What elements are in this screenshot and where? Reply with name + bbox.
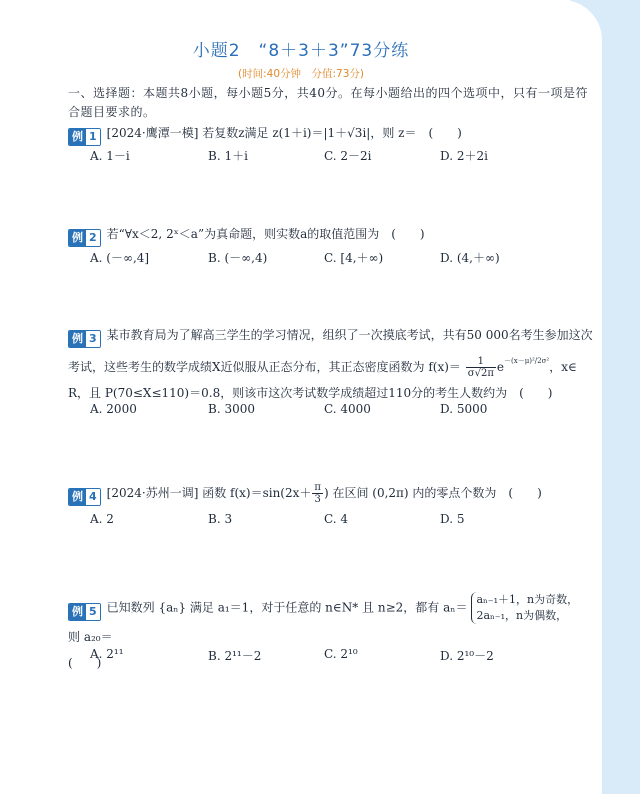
page-edge-decoration (600, 0, 640, 794)
option-a[interactable]: A. 2 (90, 512, 114, 526)
density-fraction: $\frac{1}{\sigma√2\pi}$ (467, 356, 494, 379)
question-label: 例 4 (68, 488, 101, 506)
density-exponent: －(x－μ)²/2σ² (504, 357, 550, 365)
option-c[interactable]: C. 4 (324, 512, 349, 526)
option-b[interactable]: B. 3000 (208, 402, 255, 416)
question-stem: 已知数列 {aₙ} 满足 a₁＝1，对于任意的 n∈N* 且 n≥2，都有 aₙ＝ (106, 600, 468, 615)
question-2-options (90, 249, 590, 267)
question-label: 例 3 (68, 330, 101, 348)
option-c[interactable]: C. 2－2i (324, 149, 372, 163)
option-a[interactable]: A. 1－i (90, 149, 130, 163)
question-3: 例 3 某市教育局为了解高三学生的学习情况，组织了一次摸底考试，共有50 000名考生参加这次 考试，这些考生的数学成绩X近似服从正态分布，其正态密度函数为 f(x)＝ $\frac{1}{\sigma√2\pi}$ $e^{-(x-\mu)^2/2\sigma^2}$，x∈ R，且 P(70≤X≤110)＝0.8，则该市这次考试数学成绩超过110分的考生人数约为 ( ) (68, 322, 593, 406)
option-d[interactable]: D. 5000 (440, 402, 488, 416)
option-c[interactable]: C. [4,＋∞) (324, 251, 384, 265)
question-stem: [2024·鹰潭一模] 若复数z满足 z(1＋i)＝|1＋√3i|，则 z＝ ( ) (106, 126, 462, 140)
option-a[interactable]: A. (－∞,4] (90, 251, 150, 265)
question-5-options (90, 647, 590, 665)
question-stem-line-2: ( ) (68, 656, 102, 670)
piecewise-definition: aₙ₋₁＋1，n为奇数， 2aₙ₋₁，n为偶数， (471, 592, 578, 624)
question-1 (68, 120, 593, 146)
question-4-options (90, 512, 590, 530)
question-1-options (90, 147, 590, 165)
question-stem: 若“∀x＜2, 2ˣ＜a”为真命题，则实数a的取值范围为 ( ) (106, 227, 425, 241)
option-d[interactable]: D. (4,＋∞) (440, 251, 500, 265)
option-a[interactable]: A. 2000 (90, 402, 137, 416)
option-d[interactable]: D. 5 (440, 512, 465, 526)
option-b[interactable]: B. 2¹¹－2 (208, 649, 262, 663)
pi-over-three-fraction: $\frac{\pi}{3}$ (314, 482, 321, 505)
option-c[interactable]: C. 4000 (324, 402, 371, 416)
question-3-options (90, 402, 590, 420)
page-subtitle: (时间:40分钟 分值:73分) (238, 68, 364, 80)
option-d[interactable]: D. 2＋2i (440, 149, 488, 163)
option-b[interactable]: B. 3 (208, 512, 233, 526)
option-c[interactable]: C. 2¹⁰ (324, 647, 358, 661)
option-b[interactable]: B. (－∞,4) (208, 251, 268, 265)
question-label: 例 2 (68, 229, 101, 247)
option-b[interactable]: B. 1＋i (208, 149, 248, 163)
section-instructions: 一、选择题：本题共8小题，每小题5分，共40分。在每小题给出的四个选项中，只有一项是符合题目要求的。 (68, 86, 589, 119)
question-stem-line-1: 某市教育局为了解高三学生的学习情况，组织了一次摸底考试，共有50 000名考生参加这次 (106, 328, 593, 342)
question-5: 例 5 已知数列 {aₙ} 满足 a₁＝1，对于任意的 n∈N* 且 n≥2，都有 aₙ＝ aₙ₋₁＋1，n为奇数， 2aₙ₋₁，n为偶数， 则 a₂₀＝ ( ) (68, 592, 593, 676)
question-label: 例 5 (68, 603, 101, 621)
option-d[interactable]: D. 2¹⁰－2 (440, 649, 494, 663)
question-stem-line-3: R，且 P(70≤X≤110)＝0.8，则该市这次考试数学成绩超过110分的考生人数约为 ( ) (68, 386, 553, 400)
question-2 (68, 221, 593, 247)
question-4: 例 4 [2024·苏州一调] 函数 f(x)＝sin(2x＋ $\frac{\pi}{3}$ ) 在区间 (0,2π) 内的零点个数为 ( ) (68, 480, 593, 506)
question-label: 例 1 (68, 128, 101, 146)
page-title: 小题2 “8＋3＋3”73分练 (192, 41, 410, 61)
option-a[interactable]: A. 2¹¹ (90, 647, 124, 661)
question-stem: [2024·苏州一调] 函数 f(x)＝sin(2x＋ (106, 486, 312, 500)
question-stem-line-2: 考试，这些考生的数学成绩X近似服从正态分布，其正态密度函数为 f(x)＝ (68, 360, 461, 374)
